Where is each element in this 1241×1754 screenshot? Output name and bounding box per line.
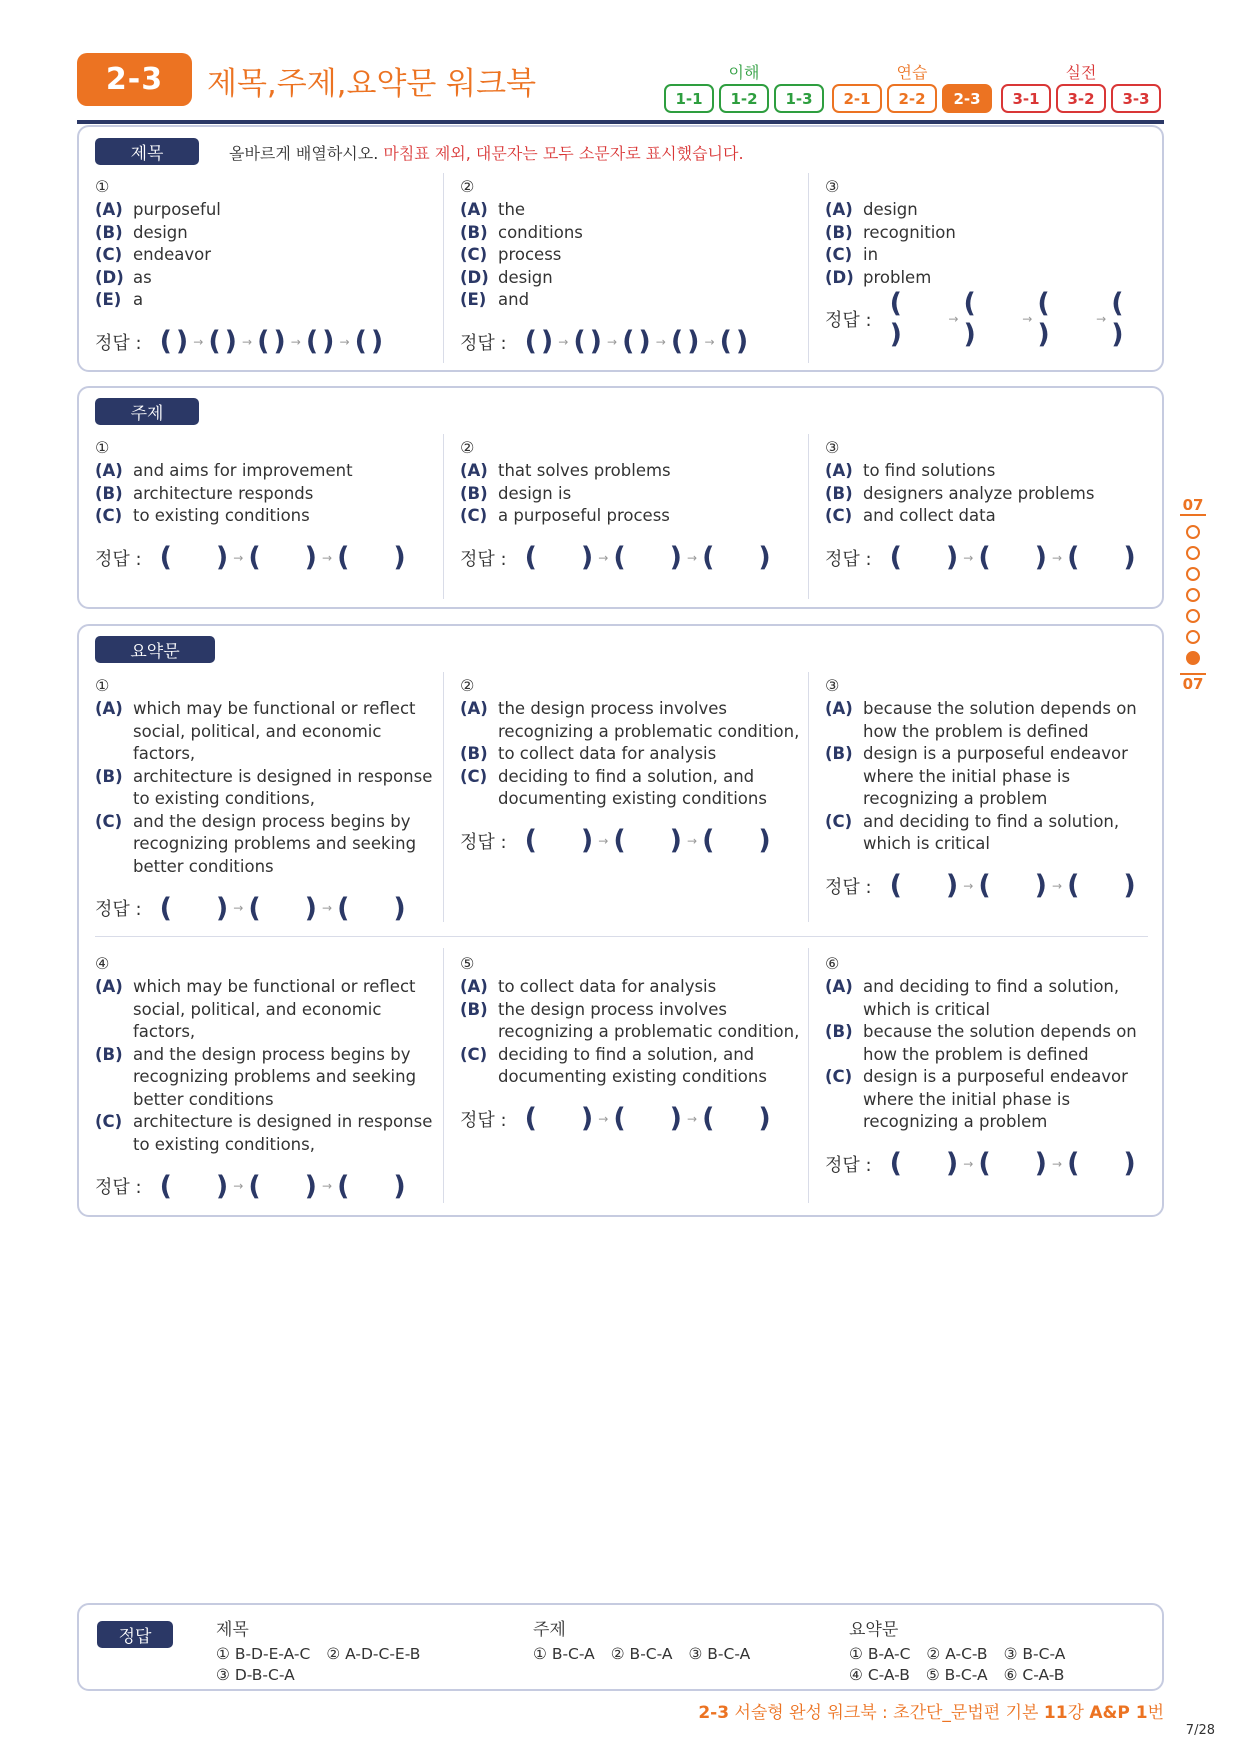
option-text: to existing conditions: [133, 506, 310, 525]
answer-label: 정답 :: [460, 831, 507, 853]
question-number: ②: [460, 676, 475, 695]
option: [825, 483, 1165, 506]
option-letter: (A): [95, 699, 123, 718]
option: [95, 505, 435, 528]
column-divider: [808, 173, 809, 363]
option: [95, 244, 435, 267]
answer-label: 정답 :: [460, 1109, 507, 1131]
answer-key-item: ③ B-C-A: [688, 1645, 751, 1663]
option-letter: (B): [825, 1022, 853, 1041]
question-number: ⑤: [460, 954, 475, 973]
option-letter: (C): [825, 506, 853, 525]
option-text: because the solution depends on how the problem is defined: [863, 699, 1137, 741]
option-letter: (C): [95, 245, 123, 264]
question-number: ④: [95, 954, 110, 973]
option-text: to find solutions: [863, 461, 996, 480]
option: [95, 811, 435, 879]
row-divider: [95, 936, 1148, 937]
option: [95, 1044, 435, 1112]
stage-tab-2-1[interactable]: 2-1: [832, 84, 882, 113]
lesson-badge: 2-3: [77, 53, 192, 106]
answer-key-item: ② B-C-A: [610, 1645, 673, 1663]
title-question-2: [460, 175, 800, 358]
option: [460, 483, 800, 506]
option-text: and: [498, 290, 530, 309]
option-letter: (B): [95, 483, 123, 503]
option: [460, 976, 800, 999]
option-letter: (A): [460, 977, 488, 996]
column-divider: [443, 434, 444, 599]
option-text: design: [863, 200, 918, 219]
footer-code: 2-3: [698, 1703, 730, 1723]
option-text: the design process involves recognizing a problematic condition,: [498, 999, 800, 1041]
stage-group-real: [1001, 60, 1161, 113]
option-letter: (B): [460, 744, 488, 763]
summary-section: [77, 624, 1164, 1217]
option: [460, 999, 800, 1044]
progress-dot: [1186, 609, 1200, 623]
summary-question-4: [95, 952, 435, 1202]
question-number: ③: [825, 438, 840, 457]
option-text: architecture is designed in response to existing conditions,: [133, 1112, 433, 1154]
answer-key-topic: [533, 1615, 750, 1665]
option-text: the: [498, 200, 526, 219]
option: [95, 766, 435, 811]
option-text: conditions: [498, 222, 583, 242]
question-number: ①: [95, 177, 110, 196]
option-text: to collect data for analysis: [498, 977, 717, 996]
option: [460, 199, 800, 222]
answer-line[interactable]: 정답 : () → () → () → (): [825, 288, 1124, 350]
option: [95, 1111, 435, 1156]
question-number: ③: [825, 177, 840, 196]
answer-key-item: ① B-A-C: [849, 1645, 911, 1663]
option: [460, 743, 800, 766]
option-letter: (B): [95, 1044, 123, 1064]
option-text: purposeful: [133, 200, 221, 219]
answer-line[interactable]: 정답 : ( ) → ( ) → ( ): [825, 870, 1136, 901]
option-text: and deciding to find a solution, which is critical: [863, 811, 1120, 853]
progress-dot: [1186, 525, 1200, 539]
option: [95, 289, 435, 312]
option: [460, 766, 800, 811]
progress-dot: [1186, 630, 1200, 644]
answer-label: 정답 :: [825, 1154, 872, 1176]
option-text: to collect data for analysis: [498, 744, 717, 763]
option: [825, 698, 1165, 743]
option: [95, 483, 435, 506]
option-letter: (E): [95, 290, 122, 309]
option-text: that solves problems: [498, 461, 671, 480]
stage-tab-1-1[interactable]: 1-1: [664, 84, 714, 113]
option: [95, 267, 435, 290]
instruction-note: 마침표 제외, 대문자는 모두 소문자로 표시했습니다.: [383, 144, 744, 163]
answer-line[interactable]: 정답 : ( ) → ( ) → ( ): [460, 825, 771, 856]
footer-text-b: 강: [1067, 1703, 1090, 1723]
answer-key-item: ③ B-C-A: [1003, 1645, 1066, 1663]
section-tag: 제목: [95, 138, 199, 165]
column-divider: [808, 948, 809, 1203]
option-text: in: [863, 245, 879, 264]
answer-label: 정답 :: [825, 548, 872, 570]
option: [825, 199, 1165, 222]
option-letter: (E): [460, 290, 487, 309]
option: [95, 199, 435, 222]
stage-tab-3-3[interactable]: 3-3: [1111, 84, 1161, 113]
answer-key-heading: 요약문: [849, 1620, 899, 1640]
option: [95, 222, 435, 245]
title-section: [77, 125, 1164, 372]
stage-tab-3-1[interactable]: 3-1: [1001, 84, 1051, 113]
answer-line[interactable]: 정답 : ( ) → ( ) → ( ): [95, 1170, 406, 1202]
progress-dots: [1180, 516, 1206, 673]
option-letter: (B): [825, 483, 853, 503]
option-letter: (A): [460, 461, 488, 480]
stage-tab-3-2[interactable]: 3-2: [1056, 84, 1106, 113]
option: [825, 1066, 1165, 1134]
stage-tab-2-2[interactable]: 2-2: [887, 84, 937, 113]
answer-line[interactable]: 정답 : ( ) → ( ) → ( ): [825, 542, 1136, 573]
option-letter: (C): [95, 811, 123, 831]
section-tag: 주제: [95, 398, 199, 425]
answer-key-item: ① B-D-E-A-C: [216, 1645, 311, 1663]
summary-question-5: [460, 952, 800, 1135]
option-text: a: [133, 290, 144, 309]
question-number: ⑥: [825, 954, 840, 973]
option-letter: (C): [95, 506, 123, 525]
option-text: and the design process begins by recognizing problems and seeking better conditions: [133, 811, 417, 876]
option-letter: (D): [460, 267, 489, 287]
instruction-text: 올바르게 배열하시오.: [229, 144, 379, 163]
column-divider: [443, 672, 444, 922]
option-text: and the design process begins by recognizing problems and seeking better conditions: [133, 1044, 417, 1109]
option-letter: (C): [460, 766, 488, 786]
answer-label: 정답 :: [95, 899, 142, 920]
answer-key-item: ③ D-B-C-A: [216, 1666, 295, 1684]
option-text: the design process involves recognizing a problematic condition,: [498, 699, 800, 741]
option: [460, 289, 800, 312]
answer-key: [77, 1603, 1164, 1691]
option-text: because the solution depends on how the problem is defined: [863, 1022, 1137, 1064]
stage-label: 실전: [1065, 63, 1097, 82]
question-number: ①: [95, 676, 110, 695]
progress-dot: [1186, 567, 1200, 581]
option-letter: (A): [95, 977, 123, 996]
option-letter: (B): [460, 999, 488, 1019]
answer-key-item: ⑤ B-C-A: [925, 1666, 988, 1684]
option: [95, 976, 435, 1044]
option-letter: (B): [825, 222, 853, 242]
option-text: deciding to find a solution, and documenting existing conditions: [498, 766, 767, 808]
option-text: design is a purposeful endeavor where the initial phase is recognizing a problem: [863, 1067, 1128, 1131]
topic-question-2: [460, 436, 800, 574]
answer-key-item: ② A-C-B: [926, 1645, 988, 1663]
topic-question-1: [95, 436, 435, 574]
column-divider: [443, 948, 444, 1203]
option-text: design: [133, 222, 188, 242]
option-letter: (B): [825, 744, 853, 763]
summary-question-1: [95, 674, 435, 924]
option-letter: (A): [825, 461, 853, 480]
answer-label: 정답 :: [95, 1177, 142, 1198]
option-text: process: [498, 245, 562, 264]
title-question-3: [825, 175, 1165, 350]
option-letter: (C): [825, 245, 853, 264]
option-letter: (C): [825, 811, 853, 831]
option: [95, 460, 435, 483]
option-text: endeavor: [133, 245, 211, 264]
stage-tab-1-2[interactable]: 1-2: [719, 84, 769, 113]
answer-line[interactable]: 정답 : ( ) → ( ) → ( ): [460, 1103, 771, 1134]
stage-group-understanding: [664, 60, 824, 113]
option: [460, 698, 800, 743]
option: [460, 267, 800, 290]
progress-dot-current: [1186, 651, 1200, 665]
option-letter: (A): [460, 200, 488, 219]
option-text: which may be functional or reflect social, political, and economic factors,: [133, 699, 416, 763]
side-index-number: 07: [1180, 673, 1206, 693]
footer-text-c: 번: [1147, 1703, 1164, 1723]
answer-key-heading: 주제: [533, 1620, 566, 1640]
option-letter: (A): [825, 200, 853, 219]
column-divider: [808, 672, 809, 922]
option-letter: (B): [95, 766, 123, 786]
topic-section: [77, 386, 1164, 609]
option: [825, 743, 1165, 811]
summary-question-3: [825, 674, 1165, 902]
option-letter: (C): [460, 1044, 488, 1064]
stage-tab-1-3[interactable]: 1-3: [774, 84, 824, 113]
option-letter: (B): [460, 222, 488, 242]
option-text: which may be functional or reflect social, political, and economic factors,: [133, 977, 416, 1041]
topic-question-3: [825, 436, 1165, 574]
answer-line[interactable]: 정답 : ( ) → ( ) → ( ) → ( ) → ( ): [95, 326, 384, 357]
option-letter: (C): [460, 506, 488, 525]
answer-key-item: ④ C-A-B: [849, 1666, 910, 1684]
footer-text-a: 서술형 완성 워크북 : 초간단_문법편 기본: [729, 1703, 1044, 1723]
option-text: and deciding to find a solution, which is critical: [863, 977, 1120, 1019]
option-letter: (A): [825, 977, 853, 996]
question-number: ③: [825, 676, 840, 695]
question-number: ①: [95, 438, 110, 457]
summary-question-6: [825, 952, 1165, 1180]
option-text: a purposeful process: [498, 506, 670, 525]
footer-lesson: 11: [1043, 1703, 1068, 1723]
option-letter: (A): [460, 699, 488, 718]
option-text: designers analyze problems: [863, 483, 1095, 503]
answer-line[interactable]: 정답 : ( ) → ( ) → ( ) → ( ) → ( ): [460, 326, 749, 357]
answer-label: 정답 :: [95, 332, 142, 354]
answer-label: 정답 :: [460, 548, 507, 570]
column-divider: [808, 434, 809, 599]
option: [825, 267, 1165, 290]
option-letter: (A): [95, 461, 123, 480]
answer-key-item: ⑥ C-A-B: [1003, 1666, 1065, 1684]
answer-key-item: ① B-C-A: [533, 1645, 595, 1663]
answer-line[interactable]: 정답 : ( ) → ( ) → ( ): [95, 892, 406, 924]
answer-key-title: [216, 1615, 420, 1686]
option-letter: (D): [825, 267, 854, 287]
answer-label: 정답 :: [95, 548, 142, 570]
option-letter: (A): [825, 699, 853, 718]
side-index: [1180, 496, 1206, 693]
option-text: architecture responds: [133, 483, 314, 503]
option: [825, 244, 1165, 267]
page-title: 제목,주제,요약문 워크북: [207, 66, 537, 102]
answer-label: 정답 :: [825, 876, 872, 898]
option: [825, 460, 1165, 483]
option-text: deciding to find a solution, and documenting existing conditions: [498, 1044, 767, 1086]
option-letter: (C): [95, 1112, 123, 1131]
option-letter: (B): [460, 483, 488, 503]
answer-key-tag: 정답: [97, 1621, 173, 1648]
option: [825, 222, 1165, 245]
answer-label: 정답 :: [825, 310, 872, 331]
option-text: and aims for improvement: [133, 461, 353, 480]
option-text: recognition: [863, 222, 956, 242]
footer-ap: A&P 1: [1089, 1703, 1148, 1723]
answer-label: 정답 :: [460, 332, 507, 354]
option: [825, 811, 1165, 856]
stage-label: 연습: [896, 63, 928, 82]
footer-text: [698, 1698, 1164, 1723]
option-letter: (D): [95, 267, 124, 287]
option-letter: (C): [825, 1067, 853, 1086]
option: [825, 976, 1165, 1021]
column-divider: [443, 173, 444, 363]
answer-line[interactable]: 정답 : ( ) → ( ) → ( ): [460, 542, 771, 573]
header-rule: [77, 120, 1164, 124]
option-letter: (C): [460, 245, 488, 264]
option-text: problem: [863, 267, 932, 287]
instruction: [229, 141, 744, 164]
option: [460, 244, 800, 267]
progress-dot: [1186, 546, 1200, 560]
option-text: and collect data: [863, 506, 996, 525]
title-question-1: [95, 175, 435, 358]
option-text: design is: [498, 483, 572, 503]
stage-group-practice: [832, 60, 992, 113]
answer-line[interactable]: 정답 : ( ) → ( ) → ( ): [825, 1148, 1136, 1179]
option-text: architecture is designed in response to existing conditions,: [133, 766, 433, 808]
option-text: as: [133, 267, 152, 287]
stage-label: 이해: [728, 63, 760, 82]
option-letter: (B): [95, 222, 123, 242]
option: [460, 505, 800, 528]
option: [825, 1021, 1165, 1066]
stage-tab-2-3[interactable]: 2-3: [942, 84, 992, 113]
answer-key-item: ② A-D-C-E-B: [326, 1645, 421, 1663]
summary-question-2: [460, 674, 800, 857]
option-text: design is a purposeful endeavor where the initial phase is recognizing a problem: [863, 744, 1128, 808]
question-number: ②: [460, 177, 475, 196]
option-text: design: [498, 267, 553, 287]
answer-key-summary: [849, 1615, 1065, 1686]
option-letter: (A): [95, 200, 123, 219]
option: [460, 222, 800, 245]
option: [460, 460, 800, 483]
option: [825, 505, 1165, 528]
option: [95, 698, 435, 766]
option: [460, 1044, 800, 1089]
answer-key-heading: 제목: [216, 1620, 249, 1640]
section-tag: 요약문: [95, 636, 215, 663]
question-number: ②: [460, 438, 475, 457]
answer-line[interactable]: 정답 : ( ) → ( ) → ( ): [95, 542, 406, 573]
page-number: 7/28: [1185, 1723, 1215, 1738]
side-index-number: 07: [1180, 496, 1206, 516]
progress-dot: [1186, 588, 1200, 602]
